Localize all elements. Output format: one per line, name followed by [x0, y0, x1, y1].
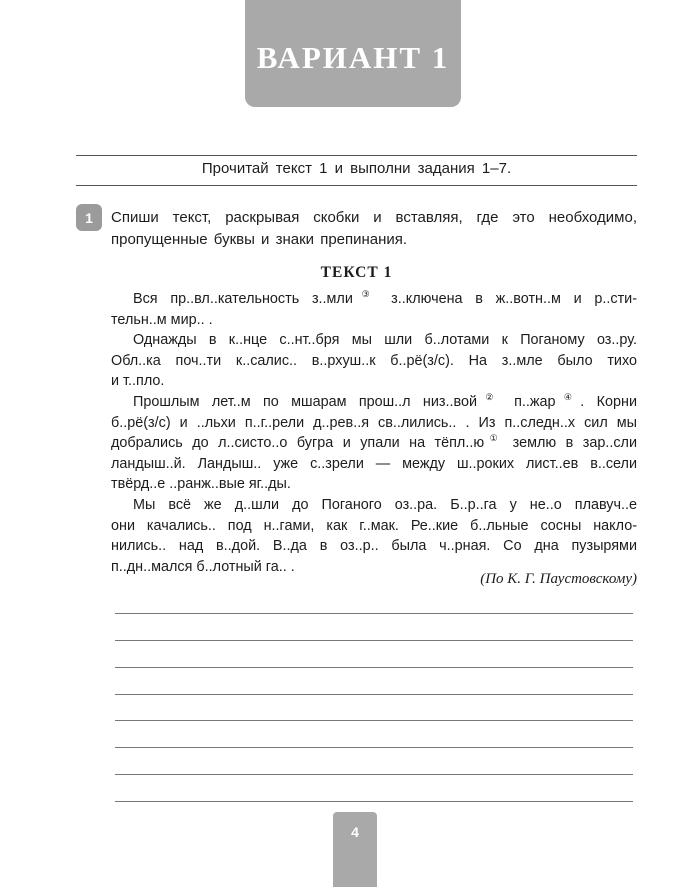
story-line: нились.. над в..дой. В..да в оз..р.. была ч..рная. Со дна пузырями [111, 538, 637, 555]
story-line [111, 289, 637, 310]
answer-line[interactable] [115, 720, 633, 721]
author-attribution: (По К. Г. Паустовскому) [480, 571, 637, 587]
answer-line[interactable] [115, 694, 633, 695]
story-fragment: землю в зар..сли [503, 435, 637, 452]
story-line [111, 392, 637, 413]
answer-line[interactable] [115, 667, 633, 668]
story-line: ландыш..й. Ландыш.. уже с..зрели — между ш..роких лист..ев в..сели [111, 455, 637, 472]
task-text [111, 207, 637, 251]
story-fragment: Прошлым лет..м по мшарам прош..л низ..вой [133, 393, 478, 410]
footnote-marker: ④ [555, 391, 581, 402]
answer-line[interactable] [115, 613, 633, 614]
story-fragment: добрались до л..систо..о бугра и упали на тёпл..ю [111, 435, 485, 452]
answer-line[interactable] [115, 640, 633, 641]
task-text-line: Спиши текст, раскрывая скобки и вставляя, где это необходимо, [111, 209, 637, 226]
story-line: тельн..м мир.. . [111, 311, 213, 328]
footnote-marker: ③ [352, 289, 379, 299]
answer-line[interactable] [115, 747, 633, 748]
story-line: п..дн..мался б..лотный га.. . [111, 558, 295, 575]
story-text [111, 289, 637, 577]
answer-line[interactable] [115, 801, 633, 802]
story-line: Обл..ка поч..ти к..салис.. в..рхуш..к б..рё(з/с). На з..мле было тихо [111, 352, 637, 369]
instruction-bottom-rule [76, 185, 637, 186]
story-line [111, 433, 637, 454]
story-fragment: з..ключена в ж..вотн..м и р..сти- [378, 291, 638, 307]
story-fragment: п..жар [501, 393, 556, 410]
story-line: твёрд..е ..ранж..вые яг..ды. [111, 476, 291, 493]
story-fragment: Вся пр..вл..кательность з..мли [133, 291, 353, 307]
task-number-badge: 1 [76, 204, 102, 231]
task-text-line: пропущенные буквы и знаки препинания. [111, 231, 408, 248]
story-line: они качались.. под н..гами, как г..мак. Ре..кие б..льные сосны накло- [111, 517, 637, 534]
variant-title: ВАРИАНТ 1 [256, 39, 450, 75]
story-line: б..рё(з/с) и ..льхи п..г..рели д..рев..я св..лились.. . Из п..следн..х сил мы [111, 414, 637, 431]
instruction-text: Прочитай текст 1 и выполни задания 1–7. [201, 160, 512, 177]
story-line: и т..пло. [111, 373, 165, 390]
story-fragment: . Корни [580, 393, 637, 410]
instruction-top-rule [76, 155, 637, 156]
page-number: 4 [333, 812, 377, 887]
footnote-marker: ② [477, 391, 502, 402]
footnote-marker: ① [484, 433, 504, 444]
story-line: Мы всё же д..шли до Поганого оз..ра. Б..р..га у не..о плавуч..е [133, 496, 637, 513]
variant-title-tab [245, 0, 461, 107]
text-title: ТЕКСТ 1 [320, 264, 393, 281]
answer-line[interactable] [115, 774, 633, 775]
story-line: Однажды в к..нце с..нт..бря мы шли б..лотами к Поганому оз..ру. [133, 332, 637, 349]
